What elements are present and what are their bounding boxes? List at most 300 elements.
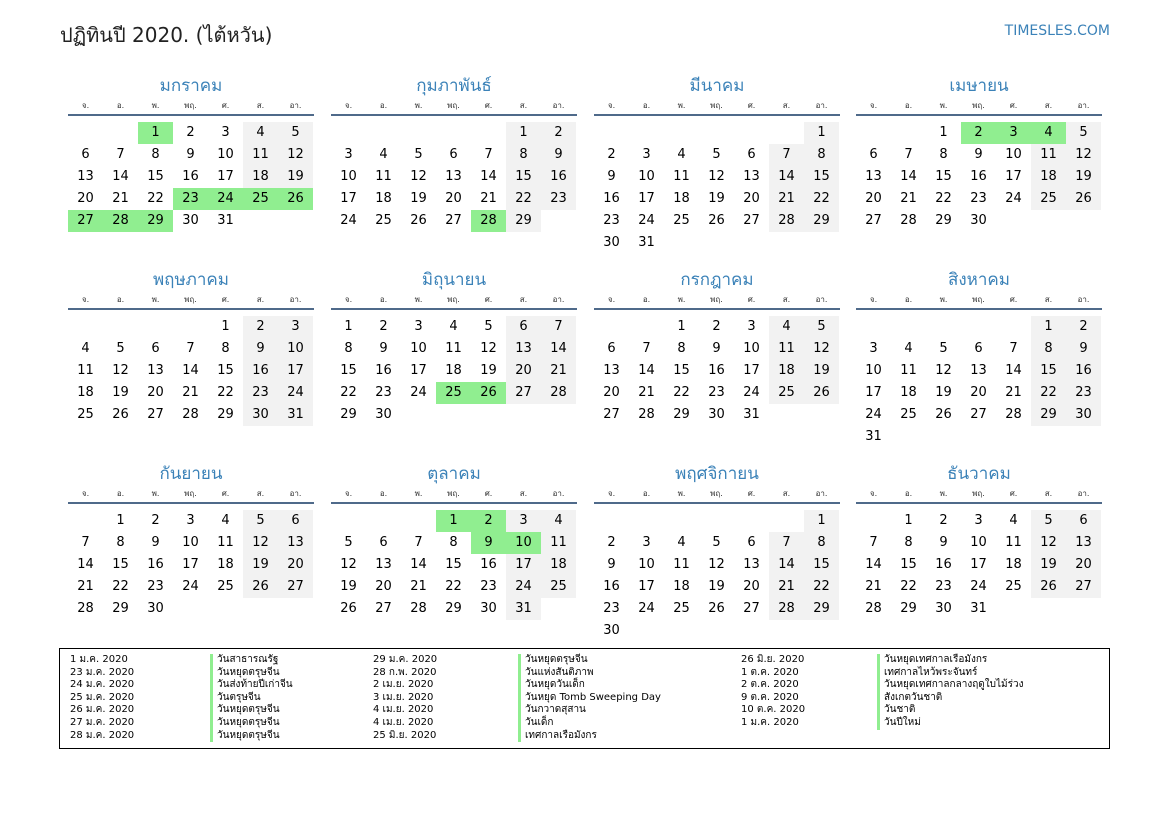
header-rule xyxy=(594,308,840,310)
day-cell: 2 xyxy=(554,125,563,140)
day-cell: 18 xyxy=(550,557,567,572)
holiday-date: 1 ม.ค. 2020 xyxy=(70,654,128,665)
weekday-label: พฤ. xyxy=(972,489,985,498)
holiday-date: 1 ม.ค. 2020 xyxy=(741,717,799,728)
holiday-day-cell: 10 xyxy=(506,532,541,554)
holiday-name: วันหยุด Tomb Sweeping Day xyxy=(518,692,661,705)
day-cell: 2 xyxy=(151,513,160,528)
day-cell: 19 xyxy=(410,191,427,206)
holiday-date: 4 เม.ย. 2020 xyxy=(373,717,434,728)
weekday-label: อ. xyxy=(116,489,125,498)
day-cell: 16 xyxy=(970,169,987,184)
day-cell: 27 xyxy=(147,407,164,422)
day-cell: 14 xyxy=(410,557,427,572)
day-cell: 21 xyxy=(1005,385,1022,400)
day-cell: 29 xyxy=(813,213,830,228)
day-cell: 23 xyxy=(480,579,497,594)
weekday-label: อา. xyxy=(1077,489,1090,498)
holiday-date: 2 ต.ค. 2020 xyxy=(741,679,799,691)
holiday-date: 1 ต.ค. 2020 xyxy=(741,666,799,678)
weekday-label: อ. xyxy=(379,489,388,498)
day-cell: 15 xyxy=(935,169,952,184)
site-link[interactable]: TIMESLES.COM xyxy=(1004,23,1110,39)
day-cell: 13 xyxy=(515,341,532,356)
day-cell: 18 xyxy=(217,557,234,572)
day-cell: 3 xyxy=(642,147,651,162)
weekday-label: อา. xyxy=(815,489,828,498)
day-cell: 19 xyxy=(287,169,304,184)
day-cell: 16 xyxy=(550,169,567,184)
day-cell: 27 xyxy=(743,601,760,616)
day-cell: 17 xyxy=(515,557,532,572)
day-cell: 19 xyxy=(480,363,497,378)
weekday-label: พฤ. xyxy=(710,101,723,110)
day-cell: 13 xyxy=(375,557,392,572)
day-cell: 13 xyxy=(743,169,760,184)
day-cell: 24 xyxy=(743,385,760,400)
holiday-day-cell: 25 xyxy=(243,188,278,210)
weekday-label: จ. xyxy=(869,489,878,498)
day-cell: 25 xyxy=(217,579,234,594)
day-cell: 27 xyxy=(1075,579,1092,594)
day-cell: 2 xyxy=(256,319,265,334)
weekday-label: พฤ. xyxy=(447,101,460,110)
day-cell: 12 xyxy=(1040,535,1057,550)
day-cell: 12 xyxy=(1075,147,1092,162)
day-cell: 6 xyxy=(151,341,160,356)
holiday-name: วันตรุษจีน xyxy=(210,692,261,705)
day-cell: 8 xyxy=(116,535,125,550)
day-cell: 12 xyxy=(410,169,427,184)
holiday-name: วันสาธารณรัฐ xyxy=(210,654,278,667)
day-cell: 31 xyxy=(970,601,987,616)
day-cell: 27 xyxy=(515,385,532,400)
holiday-day-cell: 26 xyxy=(278,188,313,210)
day-cell: 15 xyxy=(900,557,917,572)
weekday-label: อา. xyxy=(1077,101,1090,110)
weekday-label: ศ. xyxy=(484,295,493,304)
day-cell: 8 xyxy=(519,147,528,162)
header-rule xyxy=(331,114,577,116)
day-cell: 25 xyxy=(1005,579,1022,594)
day-cell: 1 xyxy=(221,319,230,334)
day-cell: 21 xyxy=(182,385,199,400)
month-name: พฤษภาคม xyxy=(152,270,230,290)
day-cell: 27 xyxy=(287,579,304,594)
weekday-label: จ. xyxy=(607,295,616,304)
month-name: พฤศจิกายน xyxy=(675,464,759,484)
header-rule xyxy=(331,308,577,310)
day-cell: 23 xyxy=(147,579,164,594)
holiday-date: 28 ก.พ. 2020 xyxy=(373,666,437,678)
day-cell: 16 xyxy=(480,557,497,572)
day-cell: 6 xyxy=(747,147,756,162)
day-cell: 25 xyxy=(673,601,690,616)
day-cell: 17 xyxy=(970,557,987,572)
day-cell: 4 xyxy=(554,513,563,528)
day-cell: 16 xyxy=(708,363,725,378)
day-cell: 20 xyxy=(515,363,532,378)
holiday-day-cell: 23 xyxy=(173,188,208,210)
weekday-label: พฤ. xyxy=(972,101,985,110)
day-cell: 4 xyxy=(677,147,686,162)
day-cell: 23 xyxy=(603,601,620,616)
day-cell: 24 xyxy=(1005,191,1022,206)
weekday-label: ศ. xyxy=(484,489,493,498)
day-cell: 3 xyxy=(291,319,300,334)
day-cell: 4 xyxy=(1009,513,1018,528)
day-cell: 5 xyxy=(116,341,125,356)
weekday-label: จ. xyxy=(869,101,878,110)
day-cell: 4 xyxy=(677,535,686,550)
weekday-label: จ. xyxy=(344,295,353,304)
day-cell: 5 xyxy=(939,341,948,356)
day-cell: 26 xyxy=(813,385,830,400)
holiday-day-cell: 1 xyxy=(436,510,471,532)
weekday-label: พ. xyxy=(677,101,686,110)
holiday-name: วันปีใหม่ xyxy=(877,717,921,730)
day-cell: 16 xyxy=(603,579,620,594)
day-cell: 22 xyxy=(813,191,830,206)
day-cell: 2 xyxy=(186,125,195,140)
day-cell: 15 xyxy=(340,363,357,378)
day-cell: 9 xyxy=(607,557,616,572)
day-cell: 2 xyxy=(712,319,721,334)
day-cell: 6 xyxy=(519,319,528,334)
day-cell: 29 xyxy=(515,213,532,228)
holiday-date: 3 เม.ย. 2020 xyxy=(373,691,434,703)
day-cell: 31 xyxy=(638,235,655,250)
day-cell: 24 xyxy=(638,601,655,616)
weekday-label: อา. xyxy=(552,101,565,110)
day-cell: 1 xyxy=(519,125,528,140)
day-cell: 11 xyxy=(252,147,269,162)
header-rule xyxy=(594,114,840,116)
day-cell: 1 xyxy=(939,125,948,140)
day-cell: 8 xyxy=(817,147,826,162)
day-cell: 10 xyxy=(638,169,655,184)
day-cell: 22 xyxy=(445,579,462,594)
weekday-label: ศ. xyxy=(1009,101,1018,110)
day-cell: 10 xyxy=(970,535,987,550)
holiday-name: สังเกตวันชาติ xyxy=(877,692,942,705)
day-cell: 7 xyxy=(1009,341,1018,356)
day-cell: 13 xyxy=(147,363,164,378)
weekday-label: อา. xyxy=(552,295,565,304)
day-cell: 7 xyxy=(484,147,493,162)
day-cell: 5 xyxy=(291,125,300,140)
holiday-date: 28 ม.ค. 2020 xyxy=(70,729,135,741)
weekday-label: อ. xyxy=(904,101,913,110)
day-cell: 21 xyxy=(778,579,795,594)
day-cell: 6 xyxy=(449,147,458,162)
day-cell: 6 xyxy=(607,341,616,356)
day-cell: 2 xyxy=(607,535,616,550)
header-rule xyxy=(594,502,840,504)
weekday-label: พฤ. xyxy=(184,489,197,498)
day-cell: 22 xyxy=(1040,385,1057,400)
day-cell: 27 xyxy=(603,407,620,422)
day-cell: 20 xyxy=(375,579,392,594)
holiday-day-cell: 29 xyxy=(138,210,173,232)
weekday-label: อา. xyxy=(815,295,828,304)
day-cell: 20 xyxy=(287,557,304,572)
day-cell: 18 xyxy=(1005,557,1022,572)
holiday-day-cell: 1 xyxy=(138,122,173,144)
holiday-date: 23 ม.ค. 2020 xyxy=(70,666,135,678)
day-cell: 10 xyxy=(182,535,199,550)
holiday-date: 26 ม.ค. 2020 xyxy=(70,704,135,716)
day-cell: 6 xyxy=(869,147,878,162)
month-name: กรกฎาคม xyxy=(680,270,754,290)
day-cell: 22 xyxy=(340,385,357,400)
day-cell: 18 xyxy=(445,363,462,378)
day-cell: 7 xyxy=(642,341,651,356)
weekday-label: อา. xyxy=(1077,295,1090,304)
day-cell: 21 xyxy=(112,191,129,206)
holiday-name: วันหยุดตรุษจีน xyxy=(210,704,280,717)
holiday-day-cell: 9 xyxy=(471,532,506,554)
weekday-label: ส. xyxy=(256,295,265,304)
day-cell: 15 xyxy=(813,169,830,184)
day-cell: 9 xyxy=(554,147,563,162)
day-cell: 11 xyxy=(673,557,690,572)
day-cell: 17 xyxy=(1005,169,1022,184)
day-cell: 25 xyxy=(1040,191,1057,206)
day-cell: 29 xyxy=(340,407,357,422)
holiday-name: วันหยุดตรุษจีน xyxy=(210,667,280,680)
month-name: เมษายน xyxy=(949,76,1009,96)
month-name: มีนาคม xyxy=(689,76,745,96)
day-cell: 14 xyxy=(638,363,655,378)
day-cell: 22 xyxy=(515,191,532,206)
day-cell: 6 xyxy=(81,147,90,162)
day-cell: 6 xyxy=(747,535,756,550)
day-cell: 13 xyxy=(603,363,620,378)
day-cell: 21 xyxy=(778,191,795,206)
day-cell: 28 xyxy=(778,213,795,228)
day-cell: 9 xyxy=(607,169,616,184)
day-cell: 3 xyxy=(344,147,353,162)
day-cell: 19 xyxy=(935,385,952,400)
day-cell: 21 xyxy=(550,363,567,378)
day-cell: 31 xyxy=(865,429,882,444)
day-cell: 18 xyxy=(778,363,795,378)
holiday-date: 24 ม.ค. 2020 xyxy=(70,679,135,691)
day-cell: 28 xyxy=(182,407,199,422)
weekday-label: พฤ. xyxy=(184,101,197,110)
day-cell: 21 xyxy=(410,579,427,594)
header-rule xyxy=(856,308,1102,310)
day-cell: 11 xyxy=(77,363,94,378)
day-cell: 14 xyxy=(778,557,795,572)
day-cell: 7 xyxy=(782,147,791,162)
day-cell: 19 xyxy=(813,363,830,378)
day-cell: 29 xyxy=(217,407,234,422)
weekday-label: พ. xyxy=(677,489,686,498)
weekday-label: พ. xyxy=(414,489,423,498)
day-cell: 29 xyxy=(813,601,830,616)
day-cell: 21 xyxy=(77,579,94,594)
day-cell: 11 xyxy=(445,341,462,356)
holiday-date: 25 ม.ค. 2020 xyxy=(70,691,135,703)
day-cell: 29 xyxy=(900,601,917,616)
weekday-label: ส. xyxy=(1044,101,1053,110)
month-name: ธันวาคม xyxy=(947,464,1011,484)
day-cell: 5 xyxy=(712,535,721,550)
day-cell: 18 xyxy=(77,385,94,400)
day-cell: 29 xyxy=(673,407,690,422)
day-cell: 12 xyxy=(708,169,725,184)
weekday-label: ส. xyxy=(782,295,791,304)
day-cell: 16 xyxy=(147,557,164,572)
day-cell: 28 xyxy=(865,601,882,616)
weekday-label: ส. xyxy=(519,101,528,110)
day-cell: 2 xyxy=(939,513,948,528)
day-cell: 28 xyxy=(900,213,917,228)
day-cell: 16 xyxy=(603,191,620,206)
holiday-name: วันชาติ xyxy=(877,704,915,717)
header-rule xyxy=(68,502,314,504)
day-cell: 19 xyxy=(708,579,725,594)
day-cell: 11 xyxy=(1040,147,1057,162)
day-cell: 6 xyxy=(974,341,983,356)
day-cell: 28 xyxy=(638,407,655,422)
day-cell: 14 xyxy=(77,557,94,572)
day-cell: 1 xyxy=(904,513,913,528)
header-rule xyxy=(856,114,1102,116)
day-cell: 31 xyxy=(515,601,532,616)
day-cell: 27 xyxy=(743,213,760,228)
day-cell: 17 xyxy=(410,363,427,378)
day-cell: 19 xyxy=(112,385,129,400)
day-cell: 2 xyxy=(1079,319,1088,334)
weekday-label: พฤ. xyxy=(710,489,723,498)
weekday-label: อ. xyxy=(116,101,125,110)
header-rule xyxy=(68,114,314,116)
holiday-name: วันหยุดตรุษจีน xyxy=(210,717,280,730)
weekday-label: อา. xyxy=(289,101,302,110)
day-cell: 15 xyxy=(217,363,234,378)
weekday-label: อ. xyxy=(642,101,651,110)
month-name: กุมภาพันธ์ xyxy=(416,76,492,96)
day-cell: 14 xyxy=(480,169,497,184)
weekday-label: อ. xyxy=(904,489,913,498)
day-cell: 10 xyxy=(865,363,882,378)
day-cell: 7 xyxy=(554,319,563,334)
day-cell: 28 xyxy=(77,601,94,616)
weekday-label: พฤ. xyxy=(184,295,197,304)
day-cell: 5 xyxy=(712,147,721,162)
day-cell: 13 xyxy=(1075,535,1092,550)
day-cell: 18 xyxy=(252,169,269,184)
holiday-name: วันแห่งสันติภาพ xyxy=(518,667,594,680)
day-cell: 30 xyxy=(603,235,620,250)
day-cell: 8 xyxy=(449,535,458,550)
holiday-day-cell: 4 xyxy=(1031,122,1066,144)
day-cell: 31 xyxy=(743,407,760,422)
header-rule xyxy=(331,502,577,504)
day-cell: 12 xyxy=(252,535,269,550)
day-cell: 15 xyxy=(112,557,129,572)
day-cell: 31 xyxy=(287,407,304,422)
holiday-name: วันส่งท้ายปีเก่าจีน xyxy=(210,679,293,692)
holiday-date: 2 เม.ย. 2020 xyxy=(373,679,434,691)
day-cell: 15 xyxy=(445,557,462,572)
day-cell: 24 xyxy=(182,579,199,594)
weekday-label: อ. xyxy=(379,295,388,304)
holiday-day-cell: 3 xyxy=(996,122,1031,144)
weekday-label: จ. xyxy=(81,489,90,498)
day-cell: 14 xyxy=(778,169,795,184)
day-cell: 19 xyxy=(252,557,269,572)
day-cell: 26 xyxy=(340,601,357,616)
day-cell: 24 xyxy=(865,407,882,422)
holiday-date: 25 มิ.ย. 2020 xyxy=(373,729,437,741)
weekday-label: พฤ. xyxy=(972,295,985,304)
day-cell: 14 xyxy=(865,557,882,572)
day-cell: 21 xyxy=(900,191,917,206)
holiday-date: 9 ต.ค. 2020 xyxy=(741,691,799,703)
day-cell: 13 xyxy=(287,535,304,550)
day-cell: 5 xyxy=(1044,513,1053,528)
day-cell: 11 xyxy=(217,535,234,550)
day-cell: 25 xyxy=(77,407,94,422)
day-cell: 24 xyxy=(515,579,532,594)
day-cell: 23 xyxy=(935,579,952,594)
weekday-label: อ. xyxy=(642,489,651,498)
weekday-label: ส. xyxy=(256,489,265,498)
weekday-label: พ. xyxy=(151,101,160,110)
weekday-label: พ. xyxy=(151,489,160,498)
day-cell: 26 xyxy=(252,579,269,594)
day-cell: 8 xyxy=(221,341,230,356)
holiday-date: 4 เม.ย. 2020 xyxy=(373,704,434,716)
day-cell: 1 xyxy=(116,513,125,528)
day-cell: 10 xyxy=(287,341,304,356)
day-cell: 31 xyxy=(217,213,234,228)
day-cell: 8 xyxy=(939,147,948,162)
day-cell: 30 xyxy=(147,601,164,616)
day-cell: 28 xyxy=(778,601,795,616)
holiday-day-cell: 28 xyxy=(471,210,506,232)
day-cell: 28 xyxy=(550,385,567,400)
weekday-label: อา. xyxy=(289,295,302,304)
day-cell: 26 xyxy=(1040,579,1057,594)
day-cell: 3 xyxy=(186,513,195,528)
day-cell: 20 xyxy=(445,191,462,206)
day-cell: 9 xyxy=(974,147,983,162)
month-name: กันยายน xyxy=(159,464,223,484)
day-cell: 30 xyxy=(708,407,725,422)
day-cell: 30 xyxy=(375,407,392,422)
weekday-label: ศ. xyxy=(1009,295,1018,304)
day-cell: 16 xyxy=(252,363,269,378)
day-cell: 16 xyxy=(935,557,952,572)
day-cell: 24 xyxy=(970,579,987,594)
day-cell: 4 xyxy=(782,319,791,334)
day-cell: 9 xyxy=(939,535,948,550)
holiday-day-cell: 28 xyxy=(103,210,138,232)
day-cell: 9 xyxy=(151,535,160,550)
day-cell: 3 xyxy=(642,535,651,550)
weekday-label: จ. xyxy=(607,489,616,498)
weekday-label: พ. xyxy=(414,295,423,304)
day-cell: 16 xyxy=(182,169,199,184)
weekday-label: จ. xyxy=(344,489,353,498)
day-cell: 15 xyxy=(673,363,690,378)
day-cell: 12 xyxy=(813,341,830,356)
